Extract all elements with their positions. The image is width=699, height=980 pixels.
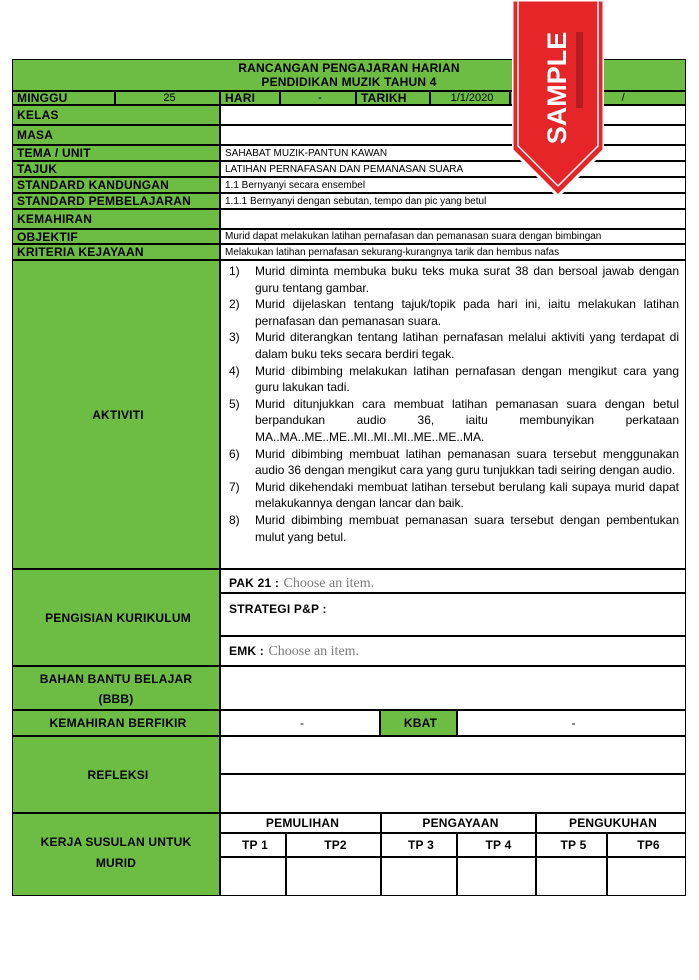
- tp6-header: TP6: [607, 833, 686, 857]
- kbat-label: KBAT: [380, 710, 457, 736]
- pak21-row: [220, 569, 686, 593]
- pengukuhan-header: PENGUKUHAN: [536, 813, 686, 833]
- aktiviti-item: [229, 363, 679, 396]
- tp3-cell: [381, 857, 457, 896]
- aktiviti-item-number: 2): [229, 297, 240, 312]
- aktiviti-item: [229, 296, 679, 329]
- tp2-header: TP2: [286, 833, 381, 857]
- refleksi-label: REFLEKSI: [12, 736, 220, 813]
- masa-label: MASA: [12, 125, 220, 145]
- tarikh-value: 1/1/2020: [430, 91, 510, 105]
- bbb-label-line2: (BBB): [98, 692, 134, 706]
- pengayaan-header: PENGAYAAN: [381, 813, 536, 833]
- bbb-value: [220, 666, 686, 710]
- kerja-susulan-line2: MURID: [95, 856, 137, 870]
- aktiviti-label: AKTIVITI: [12, 260, 220, 569]
- kemahiran-berfikir-label: KEMAHIRAN BERFIKIR: [12, 710, 220, 736]
- aktiviti-item: [229, 512, 679, 545]
- emk-dropdown[interactable]: Choose an item.: [268, 644, 360, 659]
- tp6-cell: [607, 857, 686, 896]
- ribbon-stripe: [576, 32, 583, 108]
- aktiviti-item-text: Murid dibimbing membuat latihan pemanasan suara tersebut menggunakan audio 36 dengan mengikut cara yang guru tunjukkan tadi seiring dengan audio.: [255, 446, 679, 478]
- aktiviti-item-number: 1): [229, 264, 240, 278]
- refleksi-line1: [220, 736, 686, 774]
- aktiviti-item-text: Murid dibimbing membuat pemanasan suara tersebut dengan pembentukan mulut yang betul.: [255, 512, 679, 544]
- tp3-header: TP 3: [381, 833, 457, 857]
- header-title-line1: RANCANGAN PENGAJARAN HARIAN: [238, 61, 460, 75]
- tema-value: SAHABAT MUZIK-PANTUN KAWAN: [220, 145, 686, 161]
- pak21-label: PAK 21 :: [229, 576, 280, 590]
- minggu-label: MINGGU: [12, 91, 115, 105]
- tp2-cell: [286, 857, 381, 896]
- ribbon-text: SAMPLE: [542, 31, 572, 145]
- pemulihan-header: PEMULIHAN: [220, 813, 381, 833]
- standard-kandungan-label: STANDARD KANDUNGAN: [12, 177, 220, 193]
- kerja-susulan-label: [12, 813, 220, 896]
- aktiviti-item-number: 3): [229, 330, 240, 345]
- aktiviti-list: [229, 263, 679, 545]
- tajuk-value: LATIHAN PERNAFASAN DAN PEMANASAN SUARA: [220, 161, 686, 177]
- tarikh-label: TARIKH: [356, 91, 430, 105]
- kemahiran-label: KEMAHIRAN: [12, 209, 220, 229]
- aktiviti-item-number: 7): [229, 479, 240, 494]
- aktiviti-item-text: Murid diminta membuka buku teks muka surat 38 dan bersoal jawab dengan guru tentang gambar.: [255, 264, 679, 295]
- aktiviti-item: [229, 446, 679, 479]
- aktiviti-item-text: Murid dibimbing melakukan latihan pernafasan dengan mengikut cara yang guru lakukan tadi.: [255, 363, 679, 395]
- bbb-label-line1: BAHAN BANTU BELAJAR: [39, 672, 193, 686]
- tp4-cell: [457, 857, 536, 896]
- kerja-susulan-line1: KERJA SUSULAN UNTUK: [40, 835, 192, 849]
- tp5-cell: [536, 857, 607, 896]
- sample-ribbon: [512, 0, 604, 196]
- aktiviti-item: [229, 396, 679, 446]
- kbat-value: -: [457, 710, 686, 736]
- standard-pembelajaran-value: 1.1.1 Bernyanyi dengan sebutan, tempo dan pic yang betul: [220, 193, 686, 209]
- bbb-label: [12, 666, 220, 710]
- tp4-header: TP 4: [457, 833, 536, 857]
- tp1-cell: [220, 857, 286, 896]
- aktiviti-content: [220, 260, 686, 569]
- tp1-header: TP 1: [220, 833, 286, 857]
- hari-label: HARI: [220, 91, 280, 105]
- kemahiran-value: [220, 209, 686, 229]
- aktiviti-item-number: 8): [229, 512, 240, 527]
- aktiviti-item-text: Murid dikehendaki membuat latihan tersebut berulang kali supaya murid dapat melakukannya dengan lancar dan baik.: [255, 479, 679, 511]
- kemahiran-berfikir-value: -: [220, 710, 380, 736]
- masa-short-value: /: [621, 92, 625, 104]
- aktiviti-item-text: Murid dijelaskan tentang tajuk/topik pada hari ini, iaitu melakukan latihan pernafasan dan pemanasan suara.: [255, 297, 679, 328]
- standard-pembelajaran-label: STANDARD PEMBELAJARAN: [12, 193, 220, 209]
- emk-row: [220, 636, 686, 666]
- tajuk-label: TAJUK: [12, 161, 220, 177]
- aktiviti-item-text: Murid diterangkan tentang latihan pernafasan melalui aktiviti yang terdapat di dalam buku teks secara berdiri tegak.: [255, 330, 679, 361]
- standard-kandungan-value: 1.1 Bernyanyi secara ensembel: [220, 177, 686, 193]
- pak21-dropdown[interactable]: Choose an item.: [283, 576, 375, 591]
- tp5-header: TP 5: [536, 833, 607, 857]
- aktiviti-item-number: 6): [229, 446, 240, 461]
- objektif-label: OBJEKTIF: [12, 229, 220, 244]
- header-title-line2: PENDIDIKAN MUZIK TAHUN 4: [261, 75, 437, 89]
- aktiviti-item-number: 5): [229, 396, 240, 411]
- pengisian-kurikulum-label: PENGISIAN KURIKULUM: [12, 569, 220, 666]
- masa-value: [220, 125, 686, 145]
- aktiviti-item: [229, 329, 679, 362]
- refleksi-line2: [220, 774, 686, 813]
- kriteria-kejayaan-value: Melakukan latihan pernafasan sekurang-kurangnya tarik dan hembus nafas: [220, 244, 686, 260]
- kelas-value: [220, 105, 686, 125]
- hari-value: -: [280, 91, 356, 105]
- aktiviti-item-number: 4): [229, 363, 240, 378]
- kriteria-kejayaan-label: KRITERIA KEJAYAAN: [12, 244, 220, 260]
- aktiviti-item: [229, 263, 679, 296]
- objektif-value: Murid dapat melakukan latihan pernafasan dan pemanasan suara dengan bimbingan: [220, 229, 686, 244]
- strategi-label: STRATEGI P&P :: [229, 602, 327, 616]
- aktiviti-item: [229, 479, 679, 512]
- emk-label: EMK :: [229, 644, 264, 658]
- kelas-label: KELAS: [12, 105, 220, 125]
- tema-label: TEMA / UNIT: [12, 145, 220, 161]
- minggu-value: 25: [115, 91, 220, 105]
- aktiviti-item-text: Murid ditunjukkan cara membuat latihan pemanasan suara dengan betul berpandukan audio 36, iaitu membunyikan perkataan MA..MA..ME..ME..MI..MI..MI..ME..ME..MA.: [255, 396, 679, 444]
- strategi-row: [220, 593, 686, 636]
